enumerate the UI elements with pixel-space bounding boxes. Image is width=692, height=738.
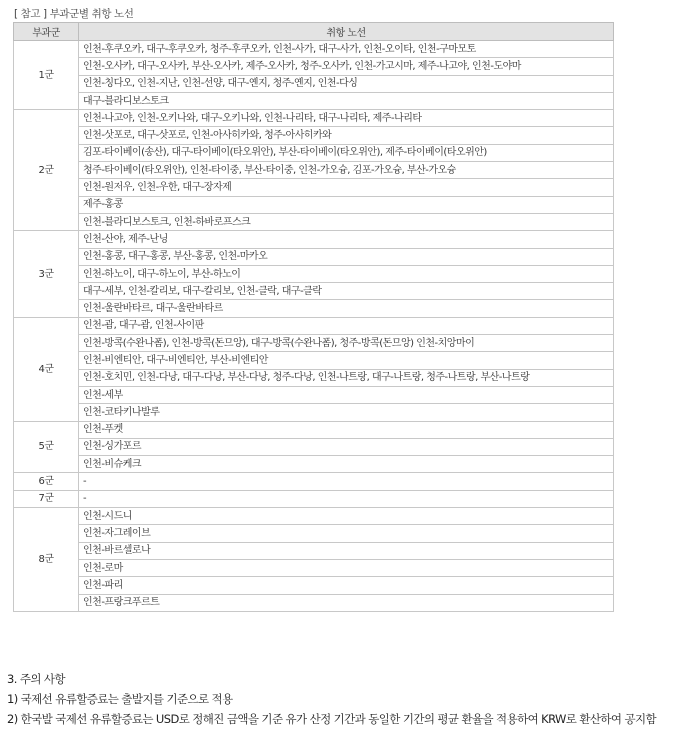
table-row xyxy=(14,369,614,386)
table-row xyxy=(14,58,614,75)
route-cell: - xyxy=(79,490,614,507)
table-row xyxy=(14,92,614,109)
route-cell: 인천-울란바타르, 대구-울란바타르 xyxy=(79,300,614,317)
route-cell: 인천-나고야, 인천-오키나와, 대구-오키나와, 인천-나리타, 대구-나리타, 제주-나리타 xyxy=(79,110,614,127)
route-cell: 대구-블라디보스토크 xyxy=(79,92,614,109)
surcharge-group-routes-table xyxy=(13,22,614,612)
route-cell: 인천-바르셀로나 xyxy=(79,542,614,559)
group-cell: 6군 xyxy=(14,473,79,490)
note-item-2: 2) 한국발 국제선 유류할증료는 USD로 정해진 금액을 기준 유가 산정 기간과 동일한 기간의 평균 환율을 적용하여 KRW로 환산하여 공지함 xyxy=(7,712,656,726)
group-cell: 5군 xyxy=(14,421,79,473)
table-row xyxy=(14,404,614,421)
table-row xyxy=(14,594,614,611)
table-row xyxy=(14,110,614,127)
table-row xyxy=(14,127,614,144)
group-cell: 7군 xyxy=(14,490,79,507)
route-cell: 김포-타이베이(송산), 대구-타이베이(타오위안), 부산-타이베이(타오위안), 제주-타이베이(타오위안) xyxy=(79,144,614,161)
group-cell: 8군 xyxy=(14,508,79,612)
route-cell: 인천-파리 xyxy=(79,577,614,594)
route-cell: 대구-세부, 인천-칼리보, 대구-칼리보, 인천-클락, 대구-클락 xyxy=(79,283,614,300)
table-row xyxy=(14,386,614,403)
route-cell: 청주-타이베이(타오위안), 인천-타이중, 부산-타이중, 인천-가오슝, 김포-가오슝, 부산-가오슝 xyxy=(79,162,614,179)
table-row xyxy=(14,213,614,230)
table-row xyxy=(14,144,614,161)
route-cell: 인천-칭다오, 인천-지난, 인천-선양, 대구-옌지, 청주-옌지, 인천-다싱 xyxy=(79,75,614,92)
route-cell: 인천-자그레이브 xyxy=(79,525,614,542)
route-cell: 인천-비엔티안, 대구-비엔티안, 부산-비엔티안 xyxy=(79,352,614,369)
table-row xyxy=(14,179,614,196)
group-cell: 3군 xyxy=(14,231,79,317)
header-routes: 취항 노선 xyxy=(79,23,614,41)
table-header-row xyxy=(14,23,614,41)
route-cell: 인천-오사카, 대구-오사카, 부산-오사카, 제주-오사카, 청주-오사카, 인천-가고시마, 제주-나고야, 인천-도야마 xyxy=(79,58,614,75)
route-cell: 인천-코타키나발루 xyxy=(79,404,614,421)
route-cell: 인천-로마 xyxy=(79,559,614,576)
route-cell: 인천-원저우, 인천-우한, 대구-장자제 xyxy=(79,179,614,196)
table-row xyxy=(14,577,614,594)
group-cell: 1군 xyxy=(14,41,79,110)
table-row xyxy=(14,438,614,455)
table-row xyxy=(14,559,614,576)
route-cell: 인천-방콕(수완나폼), 인천-방콕(돈므앙), 대구-방콕(수완나폼), 청주-방콕(돈므앙) 인천-치앙마이 xyxy=(79,335,614,352)
table-row xyxy=(14,508,614,525)
table-row xyxy=(14,300,614,317)
route-cell: 인천-하노이, 대구-하노이, 부산-하노이 xyxy=(79,265,614,282)
group-cell: 4군 xyxy=(14,317,79,421)
route-cell: 제주-홍콩 xyxy=(79,196,614,213)
route-cell: 인천-후쿠오카, 대구-후쿠오카, 청주-후쿠오카, 인천-사가, 대구-사가, 인천-오이타, 인천-구마모토 xyxy=(79,41,614,58)
route-cell: 인천-시드니 xyxy=(79,508,614,525)
route-cell: 인천-블라디보스토크, 인천-하바로프스크 xyxy=(79,213,614,230)
route-cell: 인천-비슈케크 xyxy=(79,456,614,473)
table-row xyxy=(14,490,614,507)
table-body xyxy=(14,41,614,612)
table-row xyxy=(14,542,614,559)
table-row xyxy=(14,456,614,473)
table-row xyxy=(14,196,614,213)
table-row xyxy=(14,525,614,542)
notes-title: 3. 주의 사항 xyxy=(7,672,65,686)
route-cell: 인천-프랑크푸르트 xyxy=(79,594,614,611)
route-cell: 인천-홍콩, 대구-홍콩, 부산-홍콩, 인천-마카오 xyxy=(79,248,614,265)
table-row xyxy=(14,335,614,352)
header-group: 부과군 xyxy=(14,23,79,41)
notes-section xyxy=(7,669,656,729)
table-row xyxy=(14,231,614,248)
note-item-1: 1) 국제선 유류할증료는 출발지를 기준으로 적용 xyxy=(7,692,233,706)
table-row xyxy=(14,265,614,282)
table-caption: [ 참고 ] 부과군별 취항 노선 xyxy=(14,8,134,20)
table-row xyxy=(14,75,614,92)
route-cell: 인천-세부 xyxy=(79,386,614,403)
table-row xyxy=(14,41,614,58)
table-row xyxy=(14,162,614,179)
table-row xyxy=(14,473,614,490)
route-cell: 인천-산야, 제주-난닝 xyxy=(79,231,614,248)
table-row xyxy=(14,317,614,334)
table-row xyxy=(14,283,614,300)
route-cell: 인천-삿포로, 대구-삿포로, 인천-아사히카와, 청주-아사히카와 xyxy=(79,127,614,144)
table-row xyxy=(14,248,614,265)
table-row xyxy=(14,352,614,369)
route-cell: 인천-푸켓 xyxy=(79,421,614,438)
group-cell: 2군 xyxy=(14,110,79,231)
route-cell: - xyxy=(79,473,614,490)
table-row xyxy=(14,421,614,438)
route-cell: 인천-괌, 대구-괌, 인천-사이판 xyxy=(79,317,614,334)
route-cell: 인천-호치민, 인천-다낭, 대구-다낭, 부산-다낭, 청주-다낭, 인천-나트랑, 대구-나트랑, 청주-나트랑, 부산-나트랑 xyxy=(79,369,614,386)
route-cell: 인천-싱가포르 xyxy=(79,438,614,455)
